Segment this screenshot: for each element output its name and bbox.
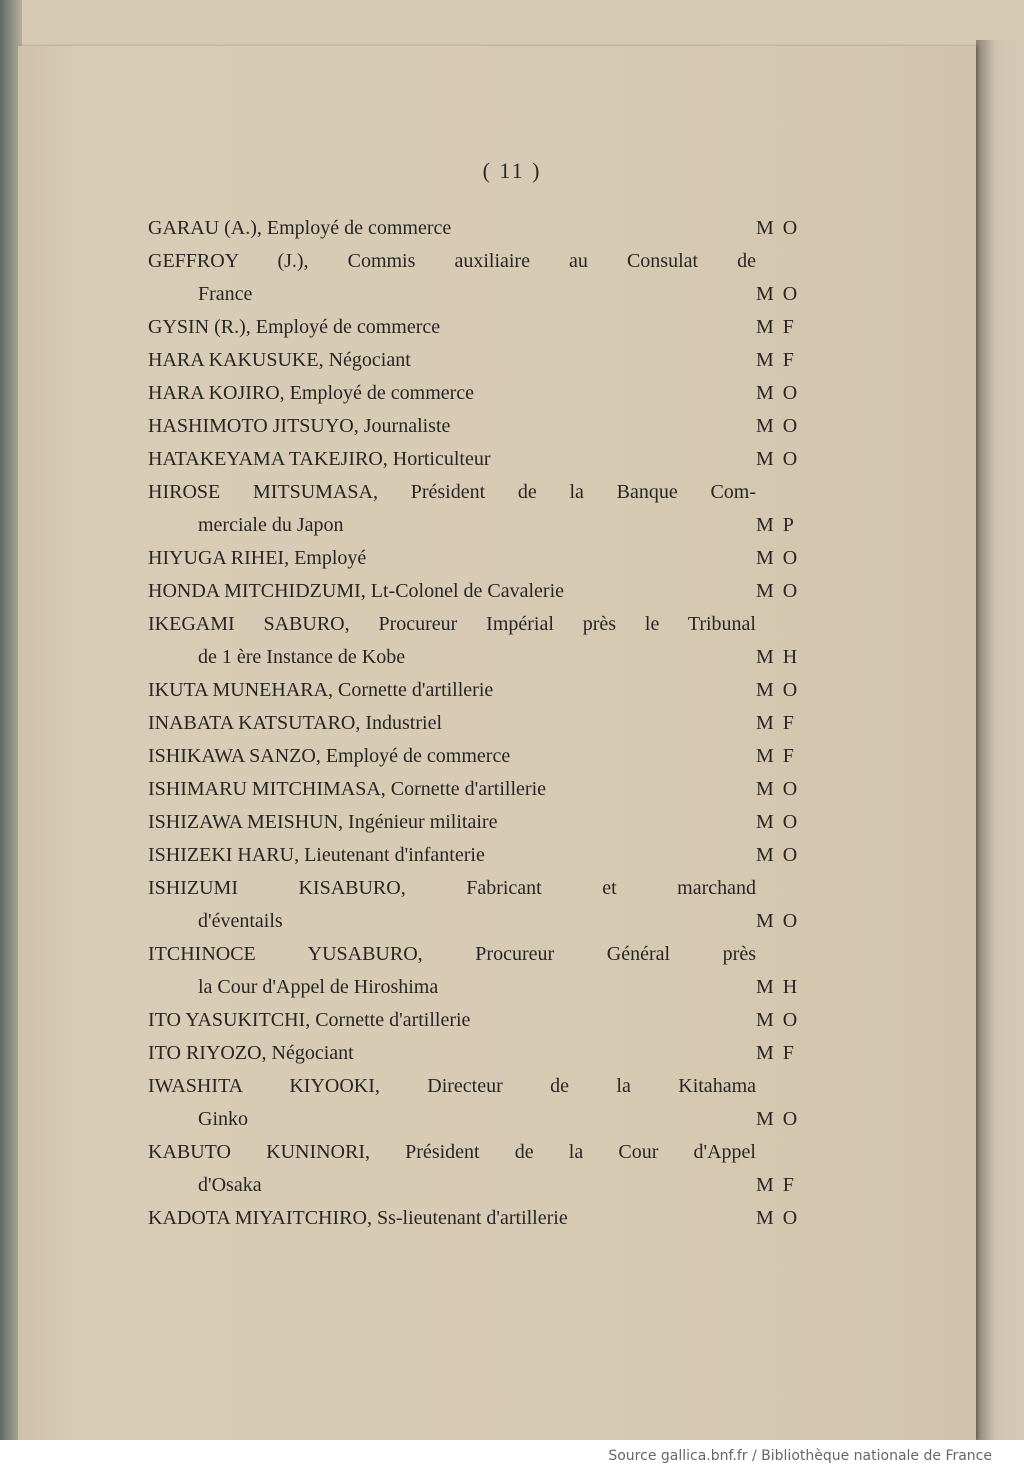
directory-entry xyxy=(148,839,808,872)
entry-code: M H xyxy=(756,976,800,998)
entry-text: France xyxy=(198,283,253,305)
directory-entry-continuation xyxy=(148,905,808,938)
directory-entry-continuation xyxy=(148,278,808,311)
directory-entry-list xyxy=(148,212,808,1235)
entry-text: INABATA KATSUTARO, Industriel xyxy=(148,712,443,734)
entry-text: GEFFROY (J.), Commis auxiliaire au Consulat de xyxy=(148,250,756,272)
entry-code: M O xyxy=(756,1009,800,1031)
directory-entry xyxy=(148,344,808,377)
entry-code: M F xyxy=(756,1174,796,1196)
entry-text: KADOTA MIYAITCHIRO, Ss-lieutenant d'artillerie xyxy=(148,1207,568,1229)
directory-entry-continuation xyxy=(148,971,808,1004)
directory-entry xyxy=(148,443,808,476)
directory-entry xyxy=(148,608,808,641)
directory-entry xyxy=(148,476,808,509)
entry-code: M O xyxy=(756,382,800,404)
entry-code: M H xyxy=(756,646,800,668)
directory-entry-continuation xyxy=(148,509,808,542)
entry-code: M P xyxy=(756,514,796,536)
entry-code: M O xyxy=(756,910,800,932)
entry-code: M F xyxy=(756,316,796,338)
directory-entry xyxy=(148,377,808,410)
entry-text: ITO YASUKITCHI, Cornette d'artillerie xyxy=(148,1009,471,1031)
entry-code: M O xyxy=(756,448,800,470)
entry-text: ISHIZEKI HARU, Lieutenant d'infanterie xyxy=(148,844,485,866)
entry-code: M O xyxy=(756,217,800,239)
directory-entry xyxy=(148,707,808,740)
directory-entry xyxy=(148,1202,808,1235)
entry-code: M F xyxy=(756,745,796,767)
directory-entry xyxy=(148,674,808,707)
entry-text: GYSIN (R.), Employé de commerce xyxy=(148,316,441,338)
directory-entry xyxy=(148,212,808,245)
entry-text: Ginko xyxy=(198,1108,248,1130)
entry-text: HARA KOJIRO, Employé de commerce xyxy=(148,382,475,404)
directory-entry xyxy=(148,1136,808,1169)
directory-entry xyxy=(148,245,808,278)
directory-entry xyxy=(148,872,808,905)
directory-entry xyxy=(148,806,808,839)
entry-text: de 1 ère Instance de Kobe xyxy=(198,646,406,668)
entry-code: M O xyxy=(756,1108,800,1130)
entry-text: la Cour d'Appel de Hiroshima xyxy=(198,976,439,998)
entry-code: M O xyxy=(756,283,800,305)
entry-text: d'Osaka xyxy=(198,1174,262,1196)
footer-bar xyxy=(0,1440,1024,1472)
page-number: ( 11 ) xyxy=(482,158,542,183)
directory-entry xyxy=(148,1070,808,1103)
entry-text: ISHIZUMI KISABURO, Fabricant et marchand xyxy=(148,877,756,899)
directory-entry xyxy=(148,773,808,806)
directory-entry xyxy=(148,1037,808,1070)
entry-text: IWASHITA KIYOOKI, Directeur de la Kitahama xyxy=(148,1075,756,1097)
entry-text: ITCHINOCE YUSABURO, Procureur Général près xyxy=(148,943,756,965)
entry-text: ISHIKAWA SANZO, Employé de commerce xyxy=(148,745,511,767)
directory-entry xyxy=(148,575,808,608)
source-attribution: Source gallica.bnf.fr / Bibliothèque nationale de France xyxy=(608,1448,992,1464)
directory-entry xyxy=(148,311,808,344)
entry-text: HONDA MITCHIDZUMI, Lt-Colonel de Cavalerie xyxy=(148,580,565,602)
entry-code: M F xyxy=(756,1042,796,1064)
entry-text: IKUTA MUNEHARA, Cornette d'artillerie xyxy=(148,679,494,701)
directory-entry xyxy=(148,1004,808,1037)
entry-code: M O xyxy=(756,1207,800,1229)
entry-text: merciale du Japon xyxy=(198,514,344,536)
entry-text: HASHIMOTO JITSUYO, Journaliste xyxy=(148,415,451,437)
entry-text: ITO RIYOZO, Négociant xyxy=(148,1042,354,1064)
entry-text: HARA KAKUSUKE, Négociant xyxy=(148,349,411,371)
entry-text: IKEGAMI SABURO, Procureur Impérial près le Tribunal xyxy=(148,613,756,635)
entry-text: HIROSE MITSUMASA, Président de la Banque Com- xyxy=(148,481,756,503)
entry-code: M O xyxy=(756,778,800,800)
entry-text: GARAU (A.), Employé de commerce xyxy=(148,217,452,239)
entry-text: d'éventails xyxy=(198,910,283,932)
entry-code: M F xyxy=(756,349,796,371)
directory-entry xyxy=(148,542,808,575)
entry-code: M O xyxy=(756,844,800,866)
entry-text: KABUTO KUNINORI, Président de la Cour d'Appel xyxy=(148,1141,756,1163)
directory-entry-continuation xyxy=(148,641,808,674)
entry-text: ISHIZAWA MEISHUN, Ingénieur militaire xyxy=(148,811,498,833)
entry-text: HATAKEYAMA TAKEJIRO, Horticulteur xyxy=(148,448,491,470)
directory-entry xyxy=(148,410,808,443)
entry-code: M O xyxy=(756,811,800,833)
entry-text: HIYUGA RIHEI, Employé xyxy=(148,547,367,569)
directory-entry-continuation xyxy=(148,1103,808,1136)
entry-code: M F xyxy=(756,712,796,734)
entry-text: ISHIMARU MITCHIMASA, Cornette d'artillerie xyxy=(148,778,546,800)
directory-entry xyxy=(148,740,808,773)
entry-code: M O xyxy=(756,580,800,602)
page-stack-edge xyxy=(976,40,1024,1440)
entry-code: M O xyxy=(756,679,800,701)
entry-code: M O xyxy=(756,415,800,437)
entry-code: M O xyxy=(756,547,800,569)
directory-entry-continuation xyxy=(148,1169,808,1202)
directory-entry xyxy=(148,938,808,971)
